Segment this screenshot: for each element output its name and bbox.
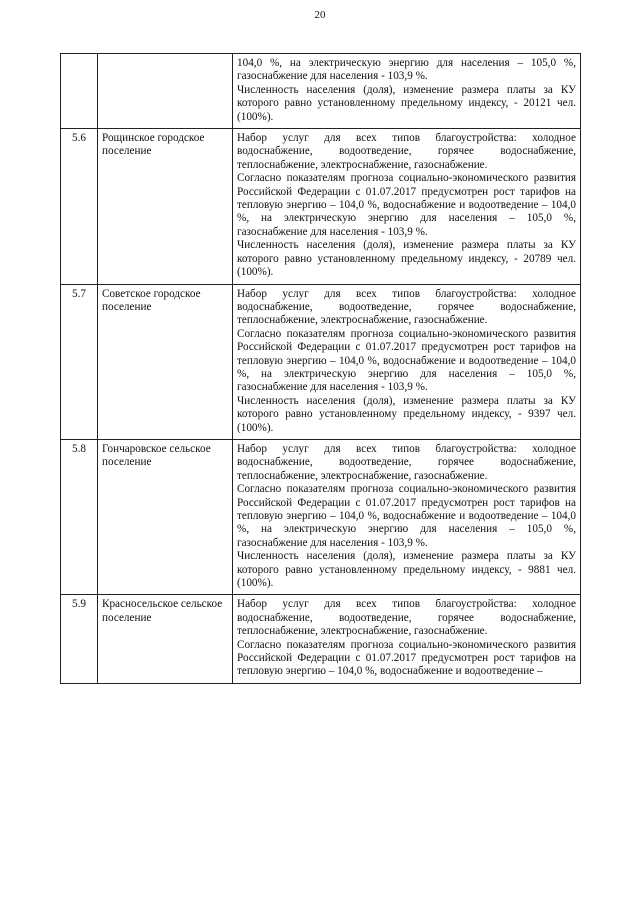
description-paragraph: Набор услуг для всех типов благоустройства: холодное водоснабжение, водоотведение, горячее водоснабжение, теплоснабжение, электроснабжение, газоснабжение. [237,442,576,482]
table-row [61,54,581,129]
description-paragraph: Согласно показателям прогноза социально-экономического развития Российской Федерации с 01.07.2017 предусмотрен рост тарифов на тепловую энергию – 104,0 %, водоснабжение и водоотведение – 104,0 %, на электрическую энергию для населения – 105,0 %, газоснабжение для населения - 103,9 %. [237,327,576,394]
table-row [61,439,581,594]
description-paragraph: Численность населения (доля), изменение размера платы за КУ которого равно установленному предельному индексу, - 20121 чел. (100%). [237,83,576,123]
description-paragraph: Численность населения (доля), изменение размера платы за КУ которого равно установленному предельному индексу, - 9397 чел. (100%). [237,394,576,434]
description-paragraph: Набор услуг для всех типов благоустройства: холодное водоснабжение, водоотведение, горячее водоснабжение, теплоснабжение, электроснабжение, газоснабжение. [237,598,576,638]
row-number: 5.7 [61,284,98,439]
settlement-name [98,54,233,129]
description-paragraph: Набор услуг для всех типов благоустройства: холодное водоснабжение, водоотведение, горячее водоснабжение, теплоснабжение, электроснабжение, газоснабжение. [237,132,576,171]
tariff-table [60,53,581,684]
description-paragraph: Согласно показателям прогноза социально-экономического развития Российской Федерации с 01.07.2017 предусмотрен рост тарифов на тепловую энергию – 104,0 %, водоснабжение и водоотведение – 104,0 %, на электрическую энергию для населения – 105,0 %, газоснабжение для населения - 103,9 %. [237,483,576,549]
table-row [61,595,581,683]
page-number: 20 [314,9,326,21]
row-number [61,54,98,129]
table-row [61,284,581,439]
table-row [61,129,581,284]
row-number: 5.9 [61,595,98,683]
description-cell [233,595,581,683]
row-number: 5.6 [61,129,98,284]
description-paragraph: Согласно показателям прогноза социально-экономического развития Российской Федерации с 01.07.2017 предусмотрен рост тарифов на тепловую энергию – 104,0 %, водоснабжение и водоотведение – 104,0 %, на электрическую энергию для населения – 105,0 %, газоснабжение для населения - 103,9 %. [237,172,576,238]
settlement-name: Рощинское городское поселение [98,129,233,284]
description-paragraph: Численность населения (доля), изменение размера платы за КУ которого равно установленному предельному индексу, - 20789 чел. (100%). [237,239,576,279]
description-paragraph: Набор услуг для всех типов благоустройства: холодное водоснабжение, водоотведение, горячее водоснабжение, теплоснабжение, электроснабжение, газоснабжение. [237,287,576,327]
description-paragraph: Численность населения (доля), изменение размера платы за КУ которого равно установленному предельному индексу, - 9881 чел. (100%). [237,550,576,590]
description-cell [233,54,581,129]
description-cell [233,129,581,284]
settlement-name: Советское городское поселение [98,284,233,439]
settlement-name: Красносельское сельское поселение [98,595,233,683]
settlement-name: Гончаровское сельское поселение [98,439,233,594]
description-cell [233,439,581,594]
description-paragraph: 104,0 %, на электрическую энергию для населения – 105,0 %, газоснабжение для населения - 103,9 %. [237,57,576,83]
description-cell [233,284,581,439]
description-paragraph: Согласно показателям прогноза социально-экономического развития Российской Федерации с 01.07.2017 предусмотрен рост тарифов на тепловую энергию – 104,0 %, водоснабжение и водоотведение – [237,638,576,678]
row-number: 5.8 [61,439,98,594]
